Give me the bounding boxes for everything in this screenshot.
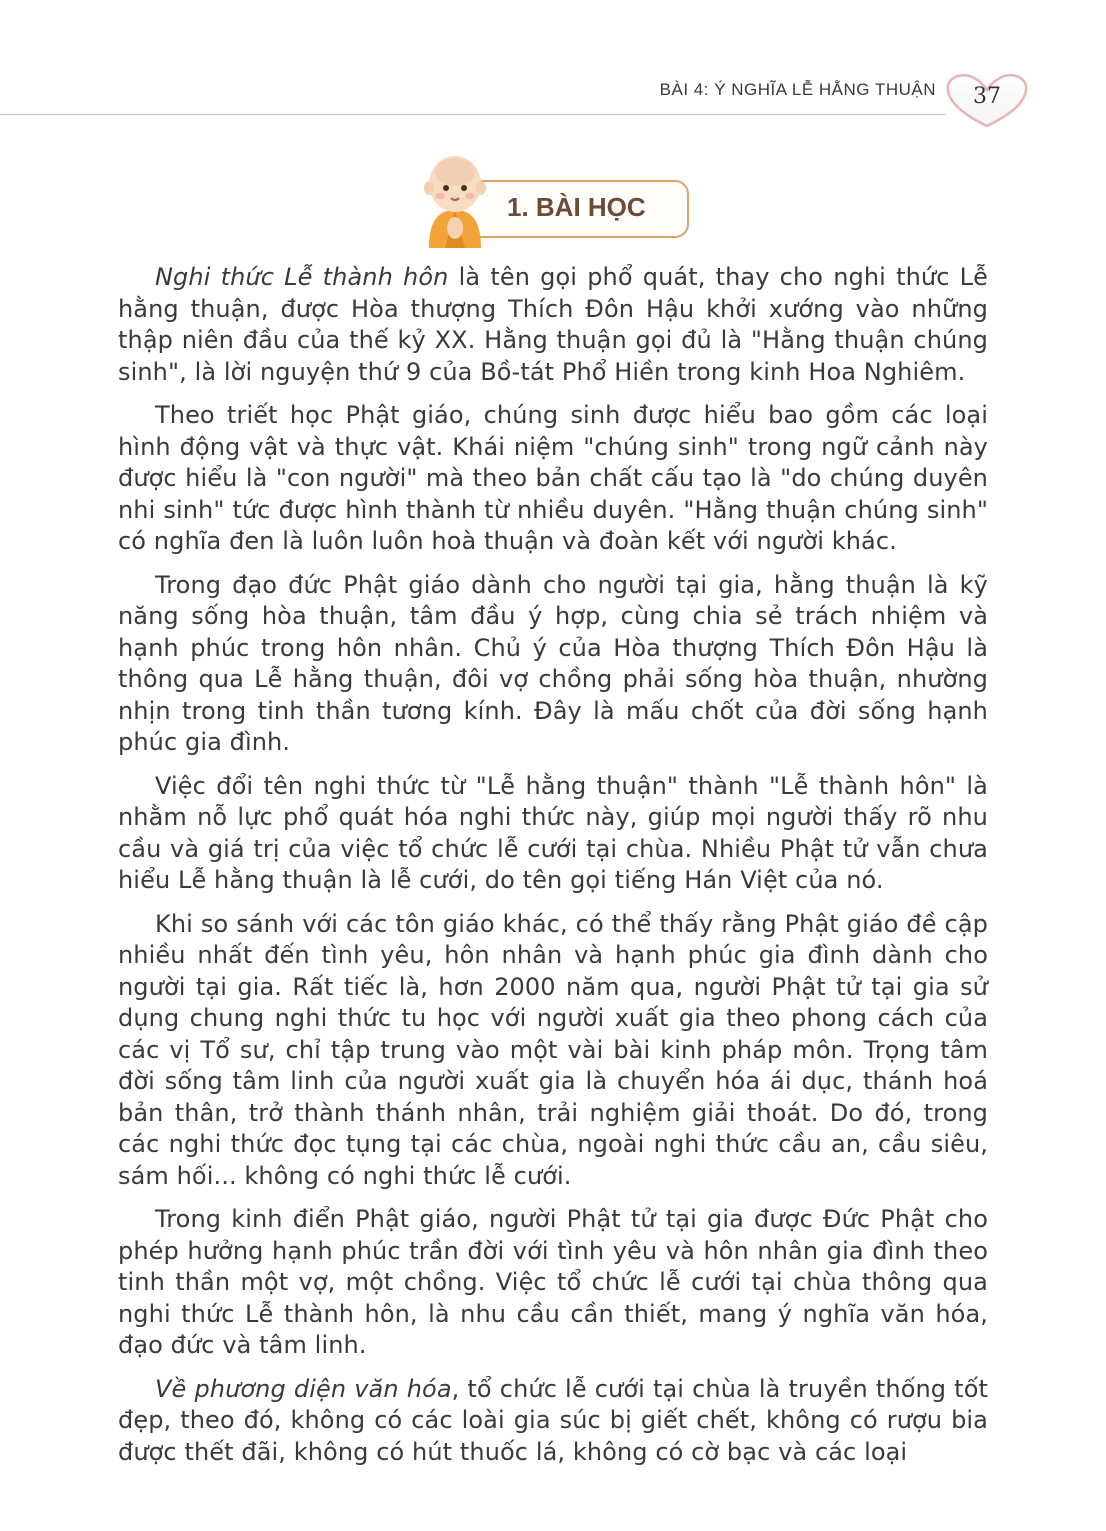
paragraph-text: Trong kinh điển Phật giáo, người Phật tử tại gia được Đức Phật cho phép hưởng hạnh phúc trần đời với tình yêu và hôn nhân gia đình theo tinh thần một vợ, một chồng. Việc tổ chức lễ cưới tại chùa thông qua nghi thức Lễ thành hôn, là nhu cầu cần thiết, mang ý nghĩa văn hóa, đạo đức và tâm linh.: [118, 1205, 988, 1359]
paragraph: [118, 400, 988, 558]
page-header: [0, 70, 1106, 130]
paragraph: [118, 771, 988, 897]
page-number: 37: [973, 84, 1001, 109]
paragraph-italic-lead: Về phương diện văn hóa: [155, 1374, 452, 1403]
chapter-title: BÀI 4: Ý NGHĨA LỄ HẰNG THUẬN: [659, 80, 936, 99]
paragraph-text: Việc đổi tên nghi thức từ "Lễ hằng thuận" thành "Lễ thành hôn" là nhằm nỗ lực phổ quát hóa nghi thức này, giúp mọi người thấy rõ nhu cầu và giá trị của việc tổ chức lễ cưới tại chùa. Nhiều Phật tử vẫn chưa hiểu Lễ hằng thuận là lễ cưới, do tên gọi tiếng Hán Việt của nó.: [118, 771, 988, 894]
paragraph-text: Khi so sánh với các tôn giáo khác, có thể thấy rằng Phật giáo đề cập nhiều nhất đến tình yêu, hôn nhân và hạnh phúc gia đình dành cho người tại gia. Rất tiếc là, hơn 2000 năm qua, người Phật tử tại gia sử dụng chung nghi thức tu học với người xuất gia theo phong cách của các vị Tổ sư, chỉ tập trung vào một vài bài kinh pháp môn. Trọng tâm đời sống tâm linh của người xuất gia là chuyển hóa ái dục, thánh hoá bản thân, trở thành thánh nhân, trải nghiệm giải thoát. Do đó, trong các nghi thức đọc tụng tại các chùa, ngoài nghi thức cầu an, cầu siêu, sám hối... không có nghi thức lễ cưới.: [118, 909, 988, 1190]
header-divider: [0, 114, 946, 115]
paragraph-text: là tên gọi phổ quát, thay cho nghi thức Lễ hằng thuận, được Hòa thượng Thích Đôn Hậu khởi xướng vào những thập niên đầu của thế kỷ XX. Hằng thuận gọi đủ là "Hằng thuận chúng sinh", là lời nguyện thứ 9 của Bồ-tát Phổ Hiền trong kinh Hoa Nghiêm.: [118, 263, 988, 386]
paragraph: [118, 909, 988, 1193]
lesson-body: [118, 262, 988, 1480]
monk-mascot-icon: [415, 150, 495, 248]
paragraph-italic-lead: Nghi thức Lễ thành hôn: [155, 263, 449, 291]
section-title: 1. BÀI HỌC: [507, 192, 646, 222]
paragraph: [118, 1374, 988, 1469]
paragraph: [118, 262, 988, 388]
paragraph-text: Trong đạo đức Phật giáo dành cho người tại gia, hằng thuận là kỹ năng sống hòa thuận, tâm đầu ý hợp, cùng chia sẻ trách nhiệm và hạnh phúc trong hôn nhân. Chủ ý của Hòa thượng Thích Đôn Hậu là thông qua Lễ hằng thuận, đôi vợ chồng phải sống hòa thuận, nhường nhịn trong tinh thần tương kính. Đây là mấu chốt của đời sống hạnh phúc gia đình.: [118, 570, 988, 756]
paragraph-text: , tổ chức lễ cưới tại chùa là truyền thống tốt đẹp, theo đó, không có các loài gia súc bị giết chết, không có rượu bia được thết đãi, không có hút thuốc lá, không có cờ bạc và các loại: [118, 1374, 988, 1466]
paragraph: [118, 1204, 988, 1362]
paragraph-text: Theo triết học Phật giáo, chúng sinh được hiểu bao gồm các loại hình động vật và thực vật. Khái niệm "chúng sinh" trong ngữ cảnh này được hiểu là "con người" mà theo bản chất cấu tạo là "do chúng duyên nhi sinh" tức được hình thành từ nhiều duyên. "Hằng thuận chúng sinh" có nghĩa đen là luôn luôn hoà thuận và đoàn kết với người khác.: [118, 401, 988, 555]
paragraph: [118, 570, 988, 759]
section-header: [415, 150, 690, 250]
